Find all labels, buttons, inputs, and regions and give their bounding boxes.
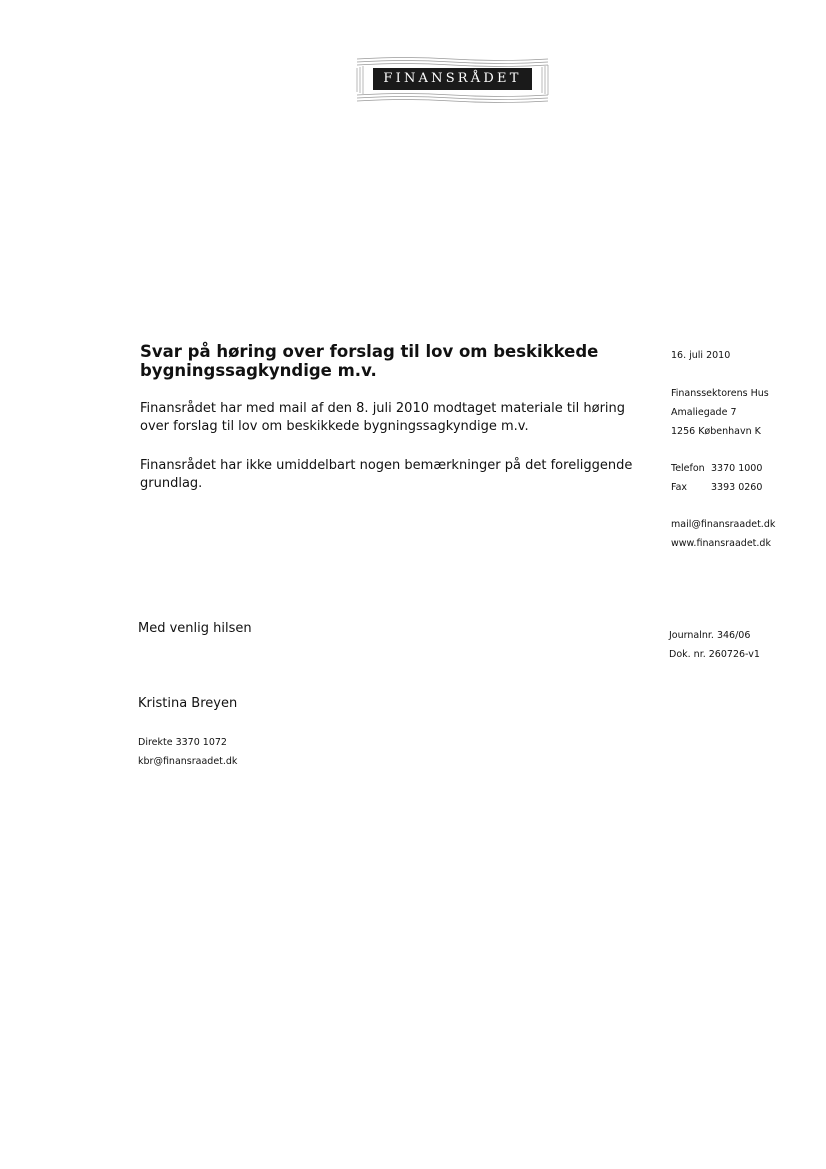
- office-website[interactable]: www.finansraadet.dk: [671, 538, 771, 549]
- signer-direct-phone: Direkte 3370 1072: [138, 737, 227, 748]
- fax-label: Fax: [671, 482, 688, 493]
- document-number: Dok. nr. 260726-v1: [669, 649, 760, 660]
- body-paragraph-1: Finansrådet har med mail af den 8. juli 2010 modtaget materiale til høring over forslag til lov om beskikkede bygningssagkyndige m.v.: [140, 401, 626, 434]
- address-house: Finanssektorens Hus: [671, 388, 769, 399]
- signer-email[interactable]: kbr@finansraadet.dk: [138, 756, 238, 767]
- signer-name: Kristina Breyen: [138, 696, 238, 711]
- office-email[interactable]: mail@finansraadet.dk: [671, 519, 776, 530]
- logo-wordmark: FINANSRÅDET: [373, 68, 532, 90]
- phone-number: 3370 1000: [711, 463, 763, 474]
- letter-title: Svar på høring over forslag til lov om beskikkede bygningssagkyndige m.v.: [140, 342, 599, 380]
- office-fax: [671, 481, 762, 494]
- journal-number: Journalnr. 346/06: [669, 630, 751, 641]
- address-city: 1256 København K: [671, 426, 761, 437]
- letter-date: 16. juli 2010: [671, 350, 731, 361]
- closing-greeting: Med venlig hilsen: [138, 621, 252, 636]
- office-phone: [671, 462, 762, 475]
- fax-number: 3393 0260: [711, 482, 763, 493]
- phone-label: Telefon: [671, 463, 705, 474]
- address-street: Amaliegade 7: [671, 407, 737, 418]
- finansraadet-logo: [355, 55, 550, 105]
- body-paragraph-2: Finansrådet har ikke umiddelbart nogen bemærkninger på det foreliggende grundlag.: [140, 458, 633, 491]
